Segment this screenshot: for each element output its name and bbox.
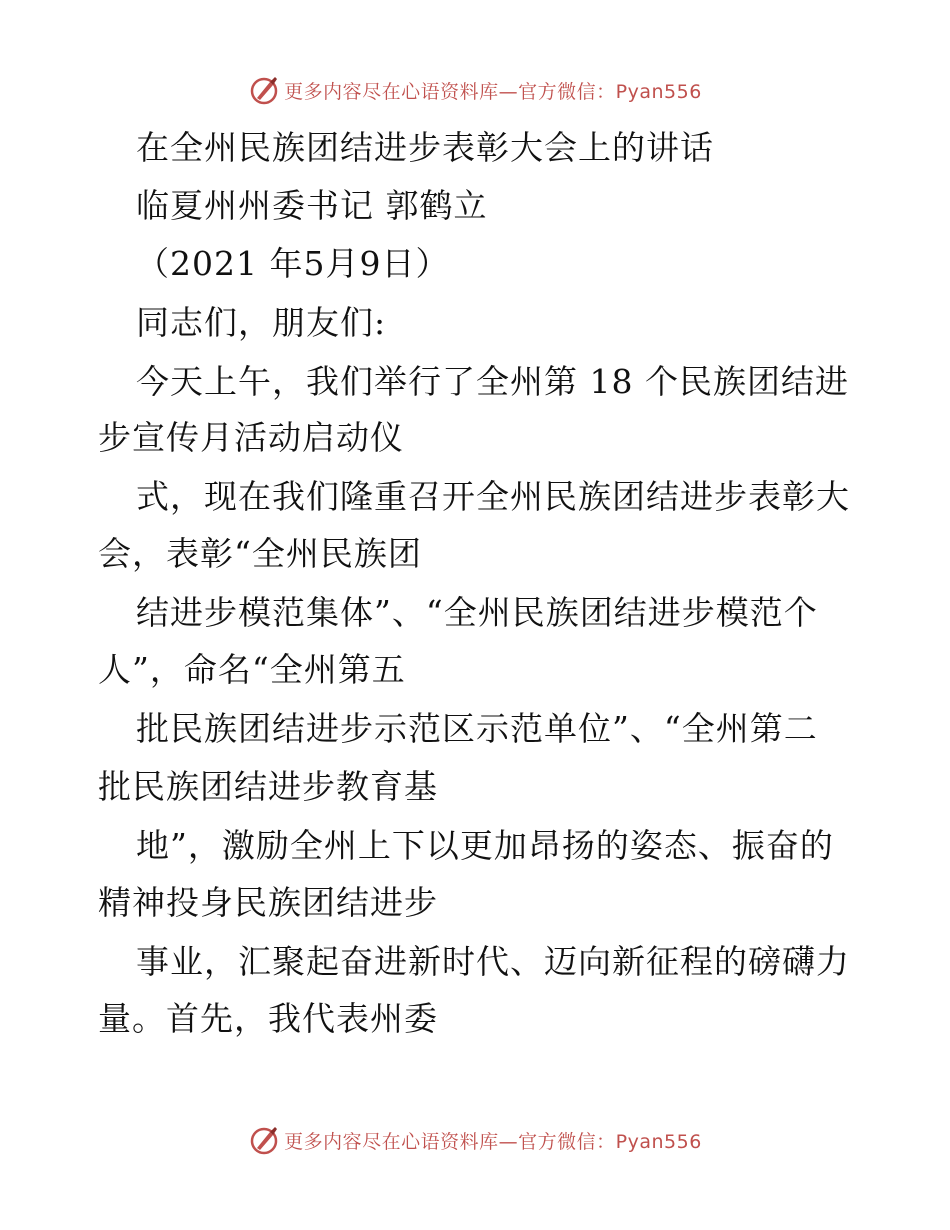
body-line: 地”，激励全州上下以更加昂扬的姿态、振奋的	[136, 826, 834, 865]
body-line: 人”，命名“全州第五	[98, 650, 406, 689]
quill-logo-icon	[248, 1124, 280, 1156]
body-line: 会，表彰“全州民族团	[98, 534, 422, 573]
quill-logo-icon	[248, 74, 280, 106]
watermark-banner-top	[0, 70, 950, 110]
body-line: 批民族团结进步示范区示范单位”、“全州第二	[136, 709, 818, 748]
watermark-banner-bottom	[0, 1120, 950, 1160]
document-date: （2021 年5月9日）	[136, 244, 450, 283]
body-line: 事业，汇聚起奋进新时代、迈向新征程的磅礴力	[136, 942, 850, 981]
watermark-text: 更多内容尽在心语资料库—官方微信：Pyan556	[284, 1130, 702, 1153]
salutation: 同志们，朋友们:	[136, 303, 387, 342]
document-title: 在全州民族团结进步表彰大会上的讲话	[136, 128, 714, 167]
body-line: 精神投身民族团结进步	[98, 883, 438, 922]
document-author: 临夏州州委书记 郭鹤立	[136, 186, 488, 225]
body-line: 量。首先，我代表州委	[98, 999, 438, 1038]
body-line: 步宣传月活动启动仪	[98, 418, 404, 457]
body-line: 今天上午，我们举行了全州第 18 个民族团结进	[136, 362, 849, 401]
body-line: 批民族团结进步教育基	[98, 767, 438, 806]
body-line: 结进步模范集体”、“全州民族团结进步模范个	[136, 593, 818, 632]
watermark-text: 更多内容尽在心语资料库—官方微信：Pyan556	[284, 80, 702, 103]
body-line: 式，现在我们隆重召开全州民族团结进步表彰大	[136, 477, 850, 516]
